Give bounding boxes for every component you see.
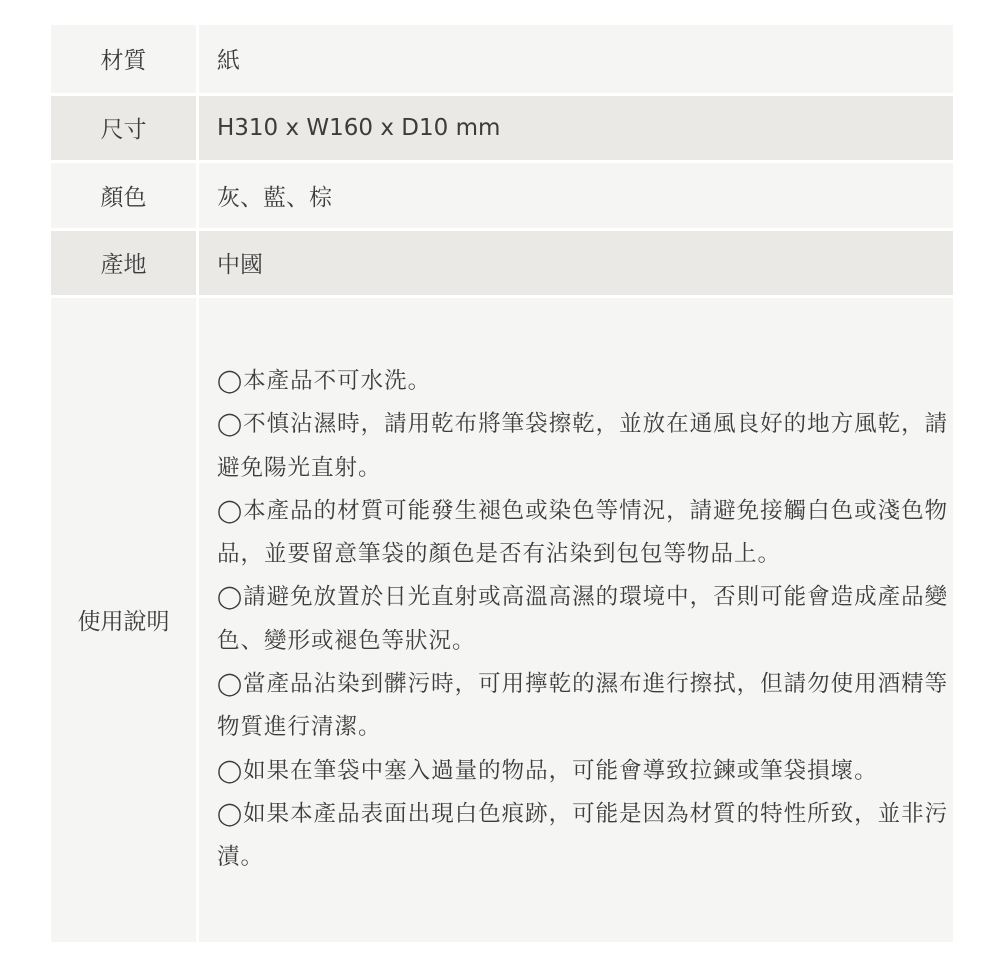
spec-row-material [51, 25, 953, 94]
spec-row-color [51, 161, 953, 229]
usage-note: ◯不慎沾濕時，請用乾布將筆袋擦乾，並放在通風良好的地方風乾，請避免陽光直射。 [217, 411, 949, 481]
spec-row-origin [51, 229, 953, 296]
usage-note: ◯如果在筆袋中塞入過量的物品，可能會導致拉鍊或筆袋損壞。 [217, 757, 878, 784]
spec-row-size [51, 94, 953, 161]
usage-notes [198, 296, 954, 942]
usage-note: ◯請避免放置於日光直射或高溫高濕的環境中，否則可能會造成產品變色、變形或褪色等狀況。 [217, 584, 949, 654]
spec-value-size: H310 x W160 x D10 mm [198, 94, 954, 161]
spec-label-color: 顏色 [51, 161, 198, 229]
usage-note: ◯本產品不可水洗。 [217, 367, 432, 394]
usage-note: ◯本產品的材質可能發生褪色或染色等情況，請避免接觸白色或淺色物品，並要留意筆袋的顏色是否有沾染到包包等物品上。 [217, 497, 949, 568]
usage-note: ◯當產品沾染到髒污時，可用擰乾的濕布進行擦拭，但請勿使用酒精等物質進行清潔。 [217, 671, 949, 741]
spec-value-origin: 中國 [198, 229, 954, 296]
spec-value-material: 紙 [198, 25, 954, 94]
spec-label-usage: 使用說明 [51, 296, 198, 942]
spec-row-usage [51, 296, 953, 942]
product-spec-table [51, 25, 953, 942]
spec-label-origin: 產地 [51, 229, 198, 296]
spec-label-material: 材質 [51, 25, 198, 94]
spec-value-color: 灰、藍、棕 [198, 161, 954, 229]
usage-note: ◯如果本產品表面出現白色痕跡，可能是因為材質的特性所致，並非污漬。 [217, 800, 949, 871]
spec-label-size: 尺寸 [51, 94, 198, 161]
